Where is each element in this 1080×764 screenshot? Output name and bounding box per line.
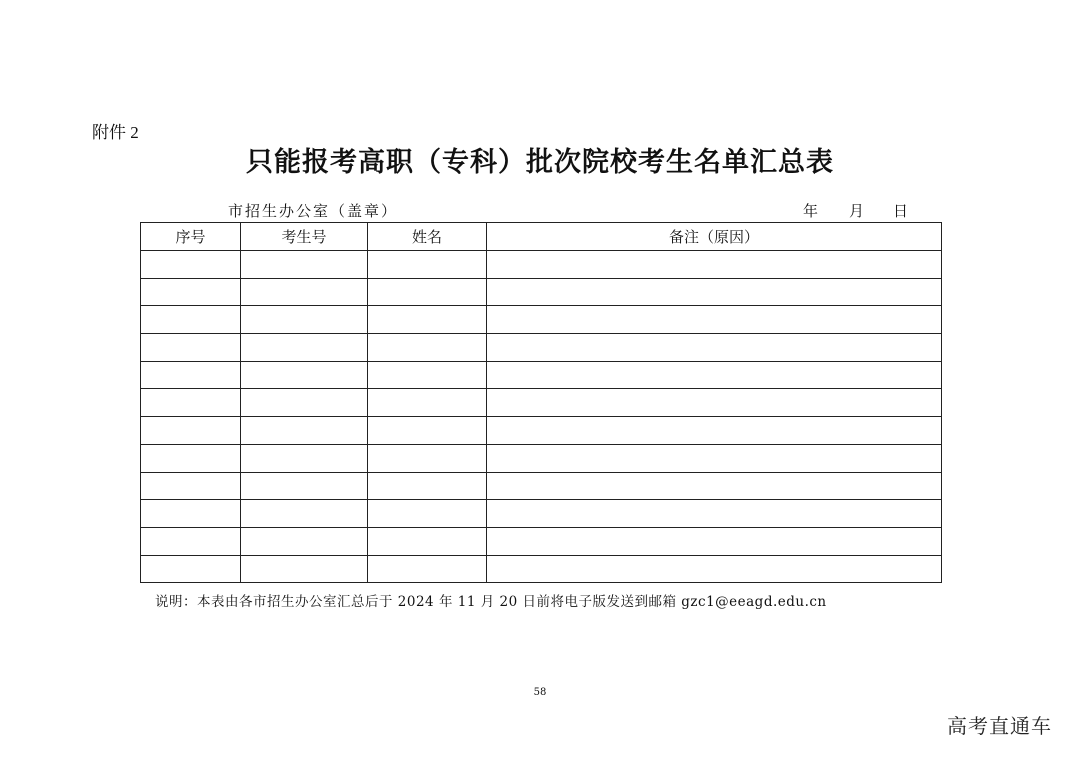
table-cell	[368, 278, 487, 306]
page-number: 58	[533, 687, 547, 698]
table-cell	[241, 527, 368, 555]
table-cell	[487, 389, 942, 417]
date-day-label: 日	[893, 202, 909, 220]
date-year-label: 年	[803, 202, 819, 220]
table-cell	[368, 389, 487, 417]
table-cell	[241, 500, 368, 528]
table-cell	[368, 417, 487, 445]
table-header-row	[141, 223, 942, 251]
table-cell	[368, 555, 487, 583]
table-row	[141, 278, 942, 306]
office-stamp-label: 市招生办公室（盖章）	[228, 202, 399, 220]
table-cell	[141, 417, 241, 445]
table-cell	[487, 417, 942, 445]
table-cell	[241, 306, 368, 334]
table-row	[141, 361, 942, 389]
date-month-label: 月	[849, 202, 865, 220]
table-cell	[141, 361, 241, 389]
table-cell	[141, 444, 241, 472]
table-cell	[487, 278, 942, 306]
table-cell	[368, 444, 487, 472]
table-cell	[241, 278, 368, 306]
table-cell	[141, 334, 241, 362]
table-cell	[368, 334, 487, 362]
table-cell	[241, 417, 368, 445]
column-header-serial: 序号	[141, 223, 241, 251]
column-header-name: 姓名	[368, 223, 487, 251]
table-cell	[368, 361, 487, 389]
table-row	[141, 306, 942, 334]
table-cell	[141, 527, 241, 555]
explanation-note: 说明：本表由各市招生办公室汇总后于 2024 年 11 月 20 日前将电子版发送到邮箱 gzc1@eeagd.edu.cn	[155, 594, 827, 610]
table-cell	[487, 444, 942, 472]
table-cell	[368, 472, 487, 500]
table-cell	[368, 527, 487, 555]
date-line	[803, 200, 908, 221]
column-header-remarks: 备注（原因）	[487, 223, 942, 251]
table-cell	[241, 555, 368, 583]
table-cell	[241, 361, 368, 389]
summary-table	[140, 222, 942, 583]
table-cell	[241, 389, 368, 417]
table-cell	[487, 306, 942, 334]
table-cell	[368, 251, 487, 279]
table-cell	[487, 361, 942, 389]
table-cell	[241, 334, 368, 362]
table-cell	[487, 500, 942, 528]
table-cell	[141, 555, 241, 583]
table-row	[141, 500, 942, 528]
table-cell	[241, 444, 368, 472]
table-cell	[368, 500, 487, 528]
column-header-candidate-number: 考生号	[241, 223, 368, 251]
table-cell	[487, 555, 942, 583]
table-row	[141, 444, 942, 472]
table-body	[141, 251, 942, 583]
table-cell	[368, 306, 487, 334]
table-cell	[141, 251, 241, 279]
table-row	[141, 527, 942, 555]
table-row	[141, 389, 942, 417]
table-cell	[241, 472, 368, 500]
table-row	[141, 334, 942, 362]
table-row	[141, 251, 942, 279]
table-cell	[487, 527, 942, 555]
table-cell	[487, 334, 942, 362]
table-cell	[141, 472, 241, 500]
table-cell	[487, 472, 942, 500]
table-row	[141, 472, 942, 500]
document-title: 只能报考高职（专科）批次院校考生名单汇总表	[246, 147, 834, 178]
attachment-label: 附件 2	[92, 123, 139, 142]
table-row	[141, 417, 942, 445]
table-cell	[241, 251, 368, 279]
table-cell	[141, 389, 241, 417]
table-cell	[487, 251, 942, 279]
table-cell	[141, 278, 241, 306]
table-cell	[141, 500, 241, 528]
table-cell	[141, 306, 241, 334]
table-row	[141, 555, 942, 583]
watermark-text: 高考直通车	[947, 714, 1052, 738]
